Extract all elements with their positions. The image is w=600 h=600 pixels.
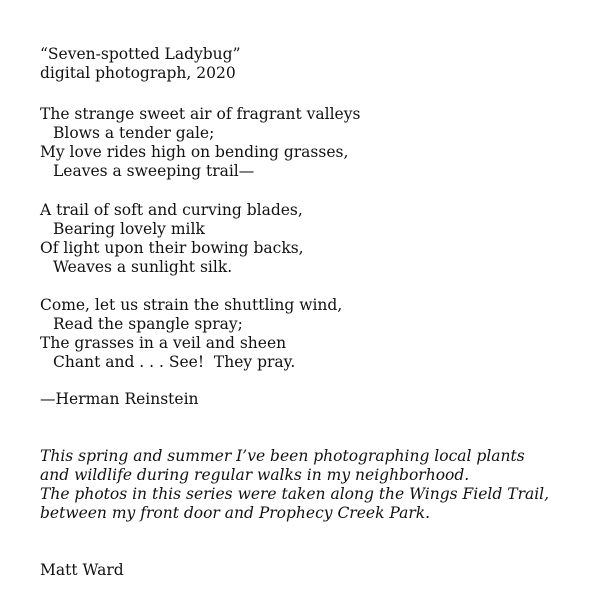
- poem-author: —Herman Reinstein: [40, 390, 199, 408]
- note-line: and wildlife during regular walks in my neighborhood.: [40, 466, 470, 484]
- poem-line: Bearing lovely milk: [53, 220, 205, 238]
- poem-line: Leaves a sweeping trail—: [53, 162, 255, 180]
- note-line: The photos in this series were taken along the Wings Field Trail,: [40, 485, 550, 503]
- poem-line: Weaves a sunlight silk.: [53, 258, 233, 276]
- note-line: between my front door and Prophecy Creek Park.: [40, 504, 431, 522]
- poem-line: The grasses in a veil and sheen: [40, 334, 287, 352]
- artwork-title: “Seven-spotted Ladybug”: [40, 45, 241, 63]
- poem-line: Of light upon their bowing backs,: [40, 239, 304, 257]
- poem-stanza-1: [40, 105, 360, 181]
- note-line: This spring and summer I’ve been photographing local plants: [40, 447, 525, 465]
- artist-name: Matt Ward: [40, 561, 124, 579]
- artwork-medium: digital photograph, 2020: [40, 64, 236, 82]
- artist-signature: [40, 561, 124, 580]
- poem-attribution: [40, 390, 199, 409]
- poem-line: My love rides high on bending grasses,: [40, 143, 349, 161]
- artist-note: [40, 447, 549, 523]
- poem-line: The strange sweet air of fragrant valleys: [40, 105, 361, 123]
- poem-stanza-2: [40, 201, 304, 277]
- poem-line: A trail of soft and curving blades,: [40, 201, 303, 219]
- poem-line: Come, let us strain the shuttling wind,: [40, 296, 343, 314]
- poem-stanza-3: [40, 296, 342, 372]
- poem-line: Chant and . . . See! They pray.: [53, 353, 296, 371]
- poem-line: Blows a tender gale;: [53, 124, 215, 142]
- poem-line: Read the spangle spray;: [53, 315, 243, 333]
- artwork-caption: [40, 45, 241, 83]
